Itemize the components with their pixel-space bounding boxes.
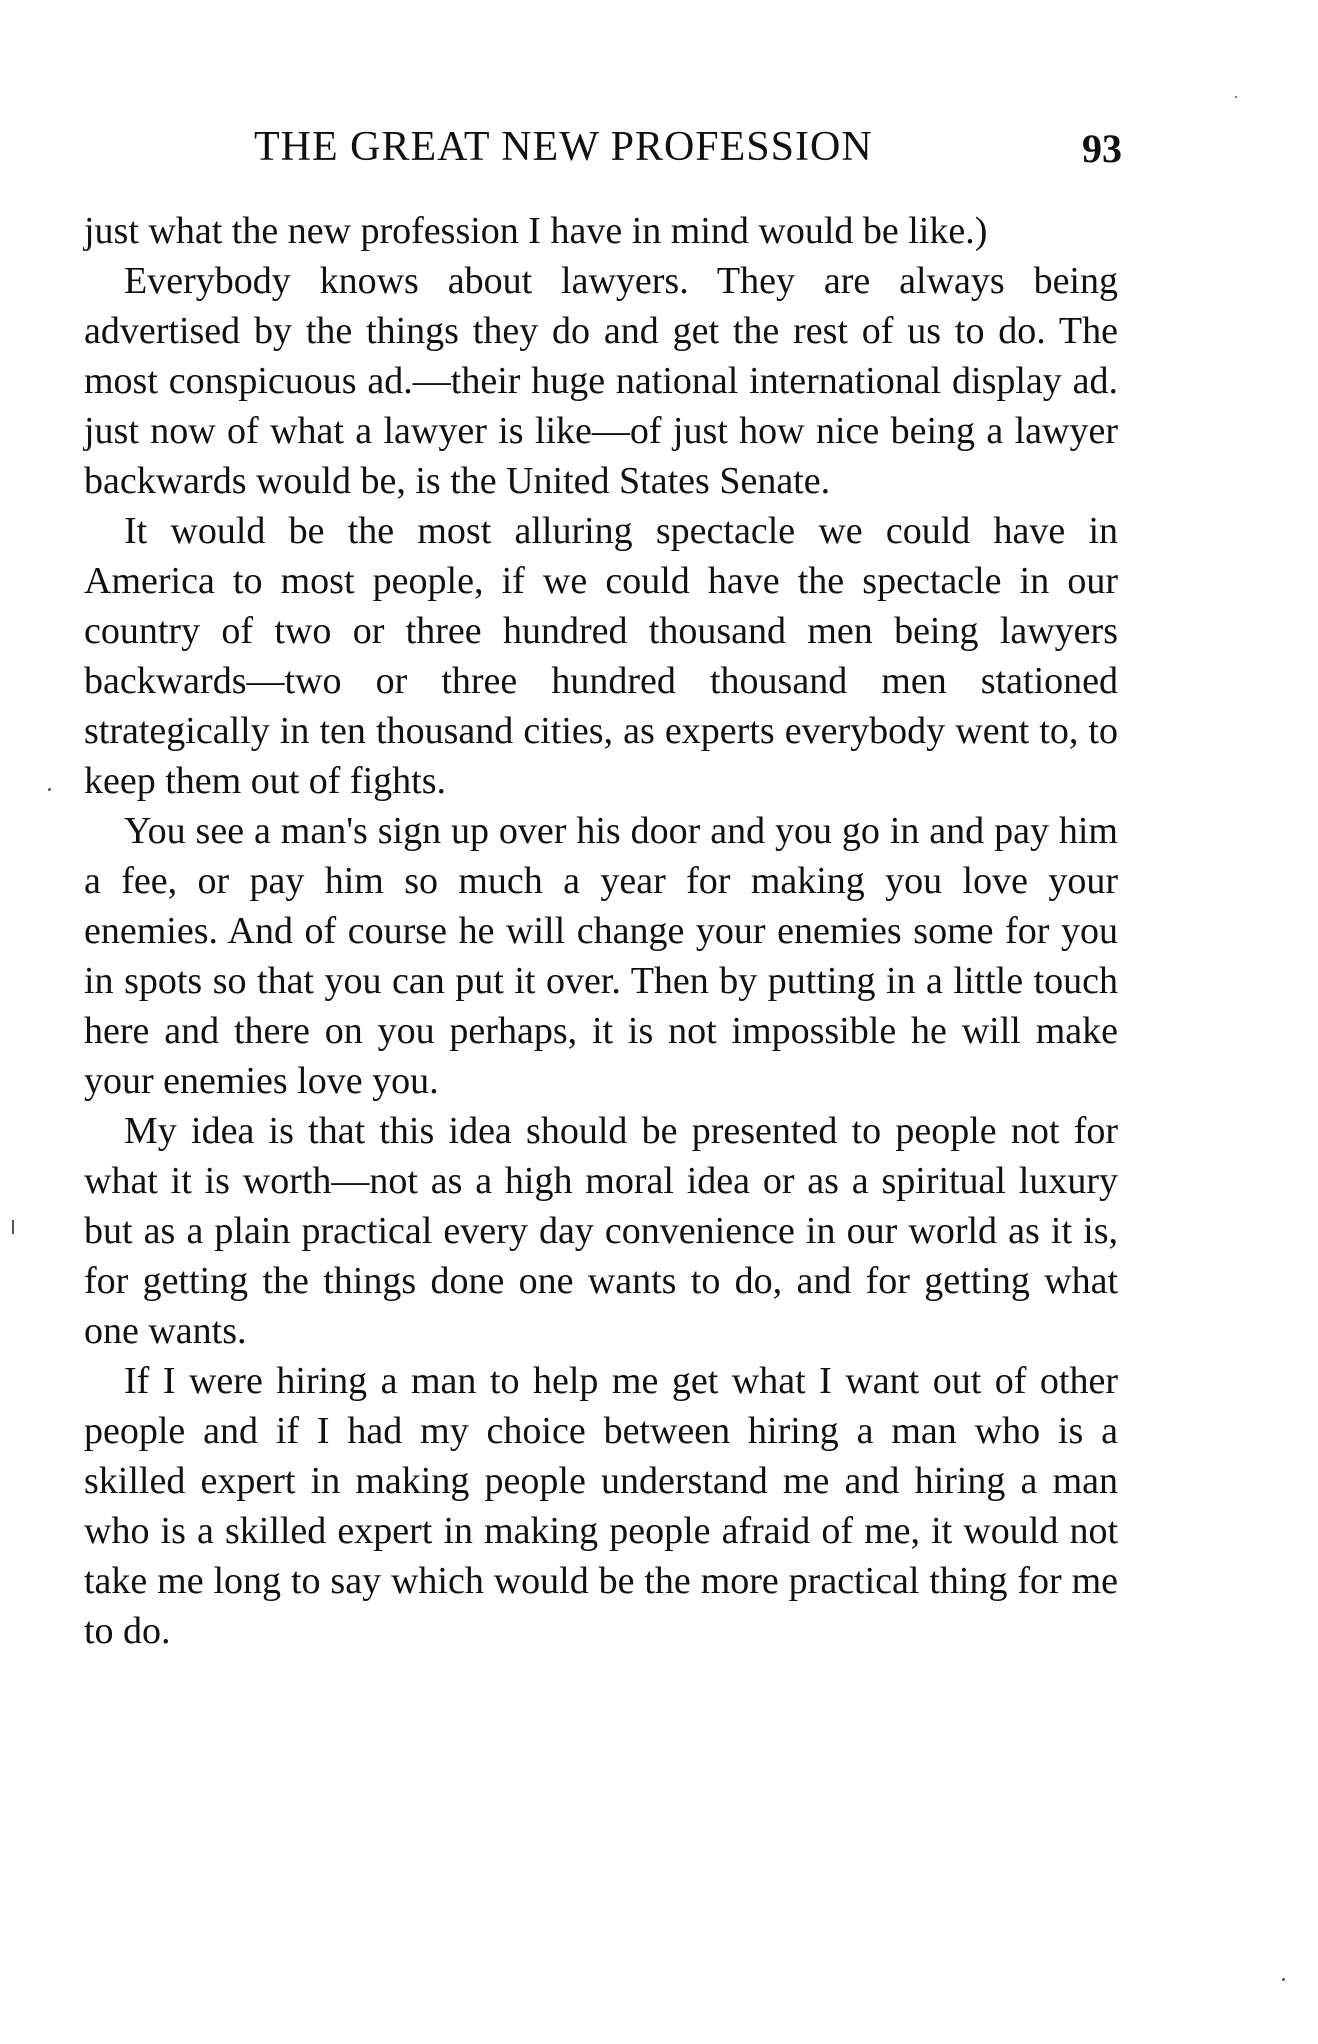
body-text bbox=[84, 206, 1118, 1656]
running-title: THE GREAT NEW PROFESSION bbox=[254, 124, 873, 170]
paragraph: It would be the most alluring spectacle we could have in America to most people, if we could have the spectacle in our country of two or three hundred thousand men being lawyers backwards—two or three hundred thousand men stationed strategically in ten thousand cities, as experts everybody went to, to keep them out of fights. bbox=[84, 510, 1118, 802]
scan-speck bbox=[48, 788, 51, 791]
paragraph: just what the new profession I have in mind would be like.) bbox=[84, 210, 988, 252]
scan-speck bbox=[12, 1220, 14, 1234]
page-number: 93 bbox=[1082, 126, 1122, 171]
paragraph: Everybody knows about lawyers. They are always being advertised by the things they do and get the rest of us to do. The most conspicuous ad.—their huge national international display ad. just now of what a lawyer is like—of just how nice being a lawyer backwards would be, is the United States Senate. bbox=[84, 260, 1118, 502]
paragraph: If I were hiring a man to help me get what I want out of other people and if I had my choice between hiring a man who is a skilled expert in making people understand me and hiring a man who is a skilled expert in making people afraid of me, it would not take me long to say which would be the more practical thing for me to do. bbox=[84, 1360, 1118, 1652]
running-head bbox=[84, 122, 1122, 172]
paragraph: You see a man's sign up over his door and you go in and pay him a fee, or pay him so much a year for making you love your enemies. And of course he will change your enemies some for you in spots so that you can put it over. Then by putting in a little touch here and there on you perhaps, it is not impossible he will make your enemies love you. bbox=[84, 810, 1118, 1102]
scan-speck bbox=[1235, 96, 1237, 98]
scan-speck bbox=[1282, 1978, 1285, 1981]
paragraph: My idea is that this idea should be presented to people not for what it is worth—not as a high moral idea or as a spiritual luxury but as a plain practical every day convenience in our world as it is, for getting the things done one wants to do, and for getting what one wants. bbox=[84, 1110, 1118, 1352]
